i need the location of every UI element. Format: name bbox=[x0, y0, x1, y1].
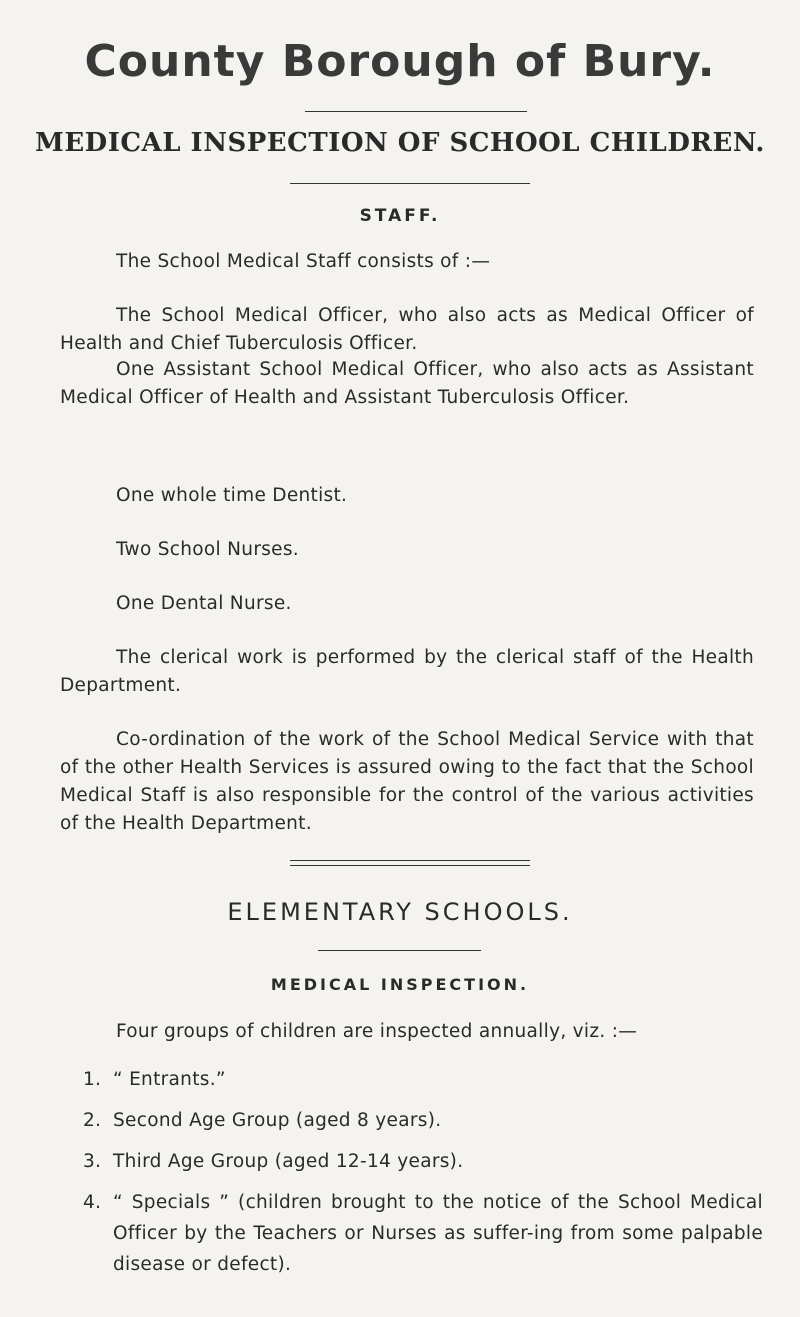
staff-heading: STAFF. bbox=[359, 206, 441, 226]
staff-paragraph: One whole time Dentist. bbox=[116, 485, 348, 506]
staff-paragraph: One Dental Nurse. bbox=[116, 593, 292, 614]
document-title: County Borough of Bury. bbox=[84, 36, 716, 87]
divider-rule bbox=[305, 111, 527, 112]
double-divider-rule bbox=[290, 860, 530, 866]
divider-rule bbox=[318, 950, 481, 951]
list-item bbox=[83, 1105, 763, 1136]
elementary-schools-heading: ELEMENTARY SCHOOLS. bbox=[227, 898, 573, 926]
staff-paragraph: Co-ordination of the work of the School Medical Service with that of the other Health Services is assured owing to the fact that the School Medical Staff is also responsible for the control of the various activities of the Health Department. bbox=[60, 729, 754, 834]
list-text: “ Specials ” (children brought to the notice of the School Medical Officer by the Teachers or Nurses as suffer-ing from some palpable disease or defect). bbox=[113, 1192, 763, 1275]
elementary-intro: Four groups of children are inspected annually, viz. :— bbox=[116, 1021, 638, 1042]
staff-paragraph: The School Medical Officer, who also acts as Medical Officer of Health and Chief Tuberculosis Officer. bbox=[60, 305, 754, 354]
medical-inspection-heading: MEDICAL INSPECTION. bbox=[270, 975, 530, 994]
list-number: 2. bbox=[83, 1110, 102, 1131]
document-subtitle: MEDICAL INSPECTION OF SCHOOL CHILDREN. bbox=[35, 128, 765, 158]
list-number: 4. bbox=[83, 1192, 102, 1213]
list-item bbox=[83, 1187, 763, 1280]
list-text: Second Age Group (aged 8 years). bbox=[113, 1110, 442, 1131]
list-number: 1. bbox=[83, 1069, 102, 1090]
list-item bbox=[83, 1064, 763, 1095]
list-text: Third Age Group (aged 12-14 years). bbox=[113, 1151, 464, 1172]
staff-paragraph: One Assistant School Medical Officer, who also acts as Assistant Medical Officer of Health and Assistant Tuberculosis Officer. bbox=[60, 359, 754, 408]
divider-rule bbox=[290, 183, 530, 184]
list-number: 3. bbox=[83, 1151, 102, 1172]
list-item bbox=[83, 1146, 763, 1177]
staff-paragraph: The clerical work is performed by the clerical staff of the Health Department. bbox=[60, 647, 754, 696]
staff-paragraph: Two School Nurses. bbox=[116, 539, 299, 560]
list-text: “ Entrants.” bbox=[113, 1069, 226, 1090]
staff-intro: The School Medical Staff consists of :— bbox=[116, 251, 491, 272]
